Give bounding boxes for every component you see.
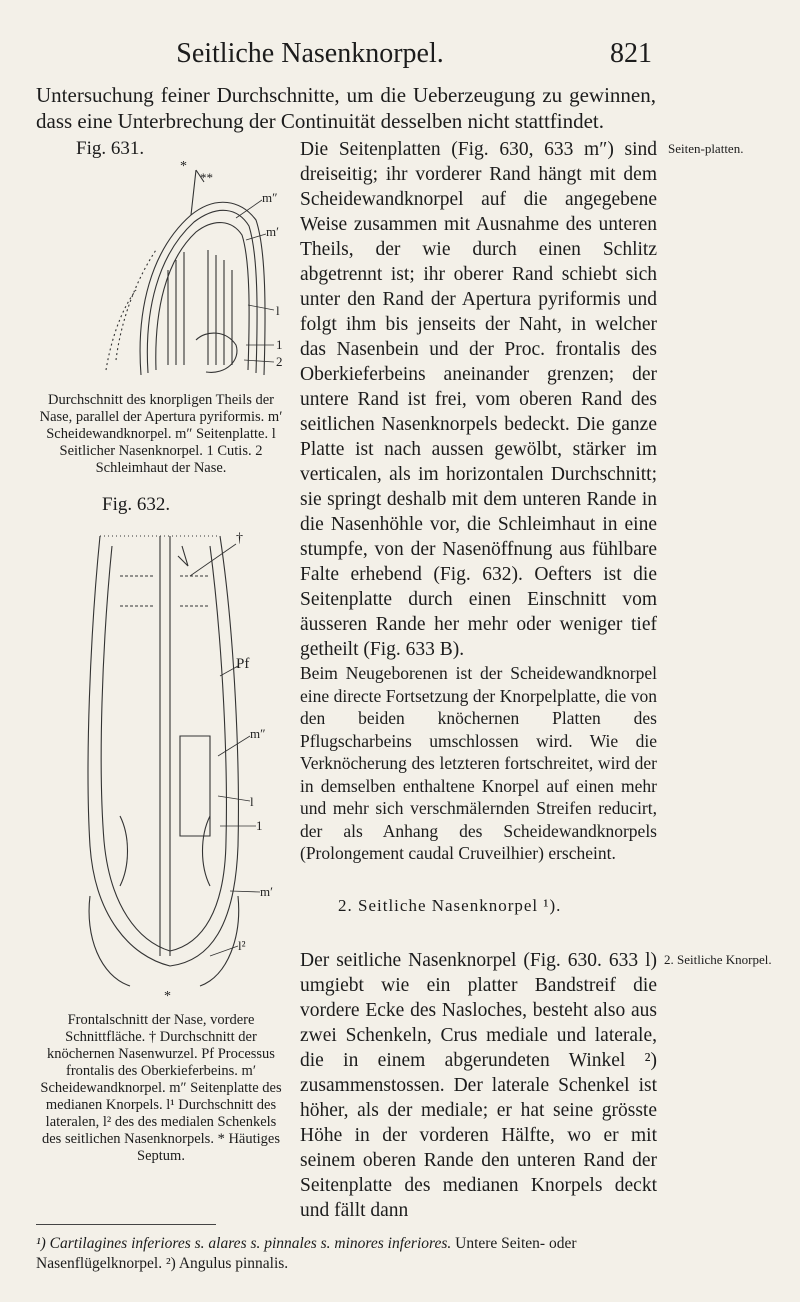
paragraph-seitlicher-knorpel: Der seitliche Nasenknorpel (Fig. 630. 633 l) umgiebt wie ein platter Bandstreif die vordere Ecke des Nasloches, besteht also aus zwei Schenkeln, Crus mediale und laterale, die in einem abgerundeten Winkel ²) zusammenstossen. Der laterale Schenkel ist höher, als der mediale; er hat seine grösste Höhe in der vorderen Hälfte, wo er mit seinem oberen Rande den unteren Rand der Seitenplatte des medianen Knorpels deckt und fällt dann xyxy=(300,950,657,1221)
fig632-label-m1: m′ xyxy=(260,884,273,899)
fig632-title: Fig. 632. xyxy=(102,494,171,515)
paragraph-neugeborene: Beim Neugeborenen ist der Scheidewandknorpel eine directe Fortsetzung der Knorpelplatte, die von den beiden knöchernen Platten des Pflugscharbeins umschlossen wird. Wie die Verknöcherung des letzteren fortschreitet, wird der in demselben enthaltene Knorpel auf einen mehr und mehr sich verschmälernden Streifen reducirt, der als Anhang des Scheidewandknorpels (Prolongement caudal Cruveilhier) erscheint. xyxy=(300,663,657,863)
fig632-label-star: * xyxy=(164,989,171,1004)
margin-note-knorpel: 2. Seitliche Knorpel. xyxy=(664,952,772,967)
fig631-caption: Durchschnitt des knorpligen Theils der Nase, parallel der Apertura pyriformis. m′ Scheidewandknorpel. m″ Seitenplatte. l Seitlicher Nasenknorpel. 1 Cutis. 2 Schleimhaut der Nase. xyxy=(39,392,283,476)
section-heading: 2. Seitliche Nasenknorpel ¹). xyxy=(338,896,562,915)
fig632-label-pf: Pf xyxy=(236,656,250,672)
fig631-label-2: 2 xyxy=(276,354,283,369)
fig631-label-m1: m′ xyxy=(266,224,279,239)
fig631-label-l: l xyxy=(276,303,280,318)
footnotes xyxy=(36,1234,656,1274)
page-number: 821 xyxy=(610,38,652,69)
fig631-title: Fig. 631. xyxy=(76,138,145,159)
running-header: Seitliche Nasenknorpel. xyxy=(176,38,444,69)
fig631-illustration xyxy=(96,160,296,385)
footnote-rule xyxy=(36,1224,216,1225)
fig632-label-dagger: † xyxy=(236,531,243,546)
fig631-label-dstar: ** xyxy=(200,170,213,185)
fig631-label-m2: m″ xyxy=(262,190,278,205)
paragraph-seitenplatten: Die Seitenplatten (Fig. 630, 633 m″) sind dreiseitig; ihr vorderer Rand hängt mit dem Scheidewandknorpel auf die angegebene Weise zusammen mit Ausnahme des unteren Theils, der wie durch einen Schlitz abgetrennt ist; ihr oberer Rand schiebt sich unter den Rand der Apertura pyriformis und folgt ihm bis jenseits der Naht, in welcher das Nasenbein und der Proc. frontalis des Oberkieferbeins aneinander grenzen; der untere Rand ist frei, vom oberen Rand des seitlichen Nasenknorpels bedeckt. Die ganze Platte ist nach aussen gewölbt, stärker im verticalen, als im horizontalen Durchschnitt; sie springt deshalb mit dem unteren Rande in die Nasenhöhle vor, die Schleimhaut in eine stumpfe, von der Nasenöffnung aus fühlbare Falte erhebend (Fig. 632). Oefters ist die Seitenplatte durch einen Einschnitt vom äusseren Rande her mehr oder weniger tief getheilt (Fig. 633 B). xyxy=(300,139,657,660)
margin-note-seitenplatten: Seiten-platten. xyxy=(668,141,744,156)
fig632-label-m2: m″ xyxy=(250,726,266,741)
fig631-label-1: 1 xyxy=(276,337,283,352)
fig632-label-l2: l² xyxy=(238,938,246,953)
footnote-latin: ¹) Cartilagines inferiores s. alares s. pinnales s. minores inferiores. xyxy=(36,1235,452,1252)
fig632-label-1: 1 xyxy=(256,818,263,833)
intro-paragraph: Untersuchung feiner Durchschnitte, um die Ueberzeugung zu gewinnen, dass eine Unterbrechung der Continuität desselben nicht stattfindet. xyxy=(36,83,656,133)
fig632-label-l: l xyxy=(250,794,254,809)
footnote-german: Untere Seiten- oder Nasenflügelknorpel. ²) Angulus pinnalis. xyxy=(36,1235,577,1272)
fig632-caption: Frontalschnitt der Nase, vordere Schnittfläche. † Durchschnitt der knöchernen Nasenwurzel. Pf Processus frontalis des Oberkieferbeins. m′ Scheidewandknorpel. m″ Seitenplatte des medianen Knorpels. l¹ Durchschnitt des lateralen, l² des des medialen Schenkels des seitlichen Nasenknorpels. * Häutiges Septum. xyxy=(40,1012,282,1164)
fig632-illustration xyxy=(60,516,300,1006)
fig631-label-star: * xyxy=(180,160,187,174)
